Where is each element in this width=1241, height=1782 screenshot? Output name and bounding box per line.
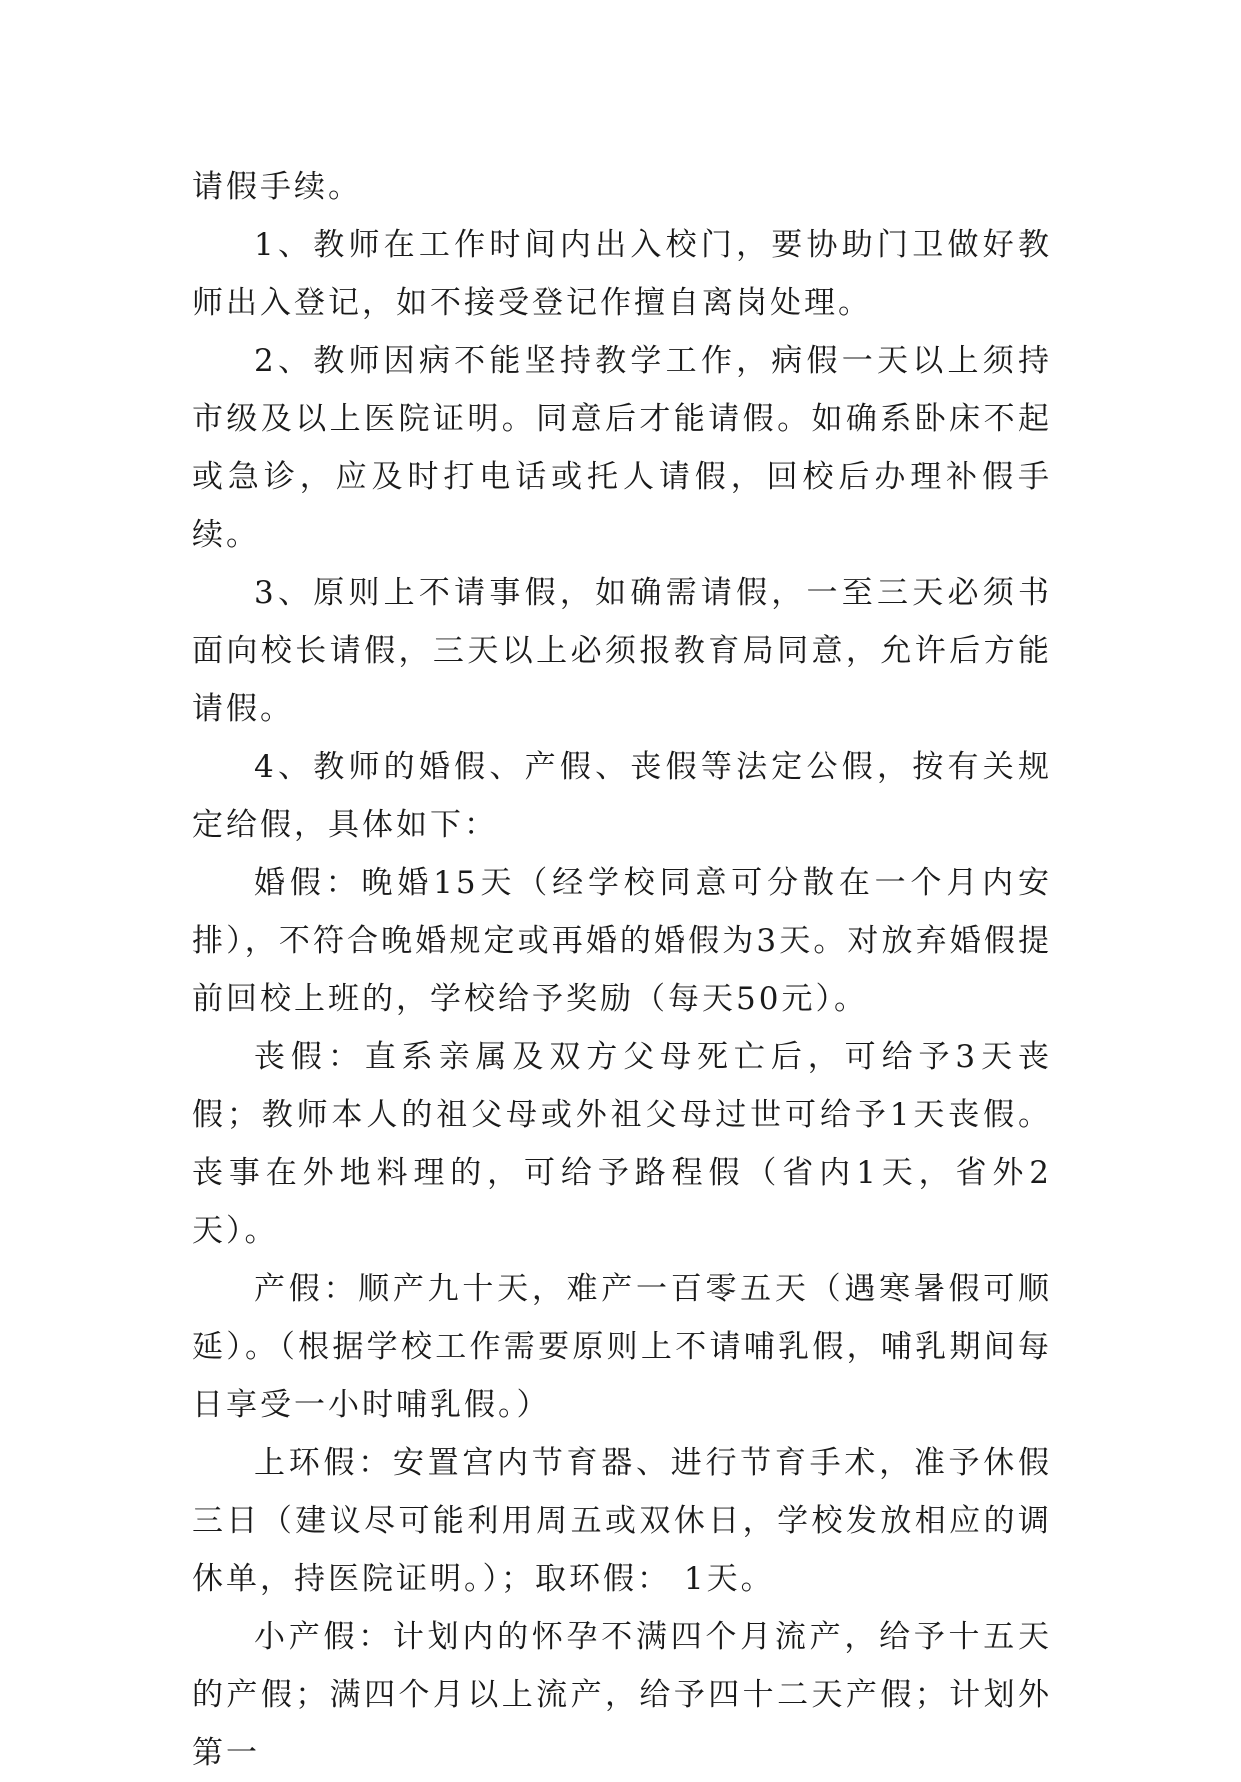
paragraph-rule-2: 2、教师因病不能坚持教学工作，病假一天以上须持市级及以上医院证明。同意后才能请假。如确系卧床不起或急诊，应及时打电话或托人请假，回校后办理补假手续。: [192, 343, 1052, 553]
paragraph-rule-1: 1、教师在工作时间内出入校门，要协助门卫做好教师出入登记，如不接受登记作擅自离岗处理。: [192, 227, 1052, 321]
paragraph-rule-4: 4、教师的婚假、产假、丧假等法定公假，按有关规定给假，具体如下：: [192, 749, 1052, 843]
paragraph-miscarriage-leave: 小产假：计划内的怀孕不满四个月流产，给予十五天的产假；满四个月以上流产，给予四十二天产假；计划外第一: [192, 1619, 1052, 1771]
paragraph-bereavement-leave: 丧假：直系亲属及双方父母死亡后，可给予3天丧假；教师本人的祖父母或外祖父母过世可给予1天丧假。丧事在外地料理的，可给予路程假（省内1天，省外2天）。: [192, 1039, 1052, 1249]
paragraph-leave-procedure-tail: 请假手续。: [192, 169, 362, 205]
paragraph-iud-leave: 上环假：安置宫内节育器、进行节育手术，准予休假三日（建议尽可能利用周五或双休日，学校发放相应的调休单，持医院证明。）；取环假： 1天。: [192, 1445, 1052, 1597]
document-body: [192, 158, 1052, 1782]
paragraph-maternity-leave: 产假：顺产九十天，难产一百零五天（遇寒暑假可顺延）。（根据学校工作需要原则上不请哺乳假，哺乳期间每日享受一小时哺乳假。）: [192, 1271, 1052, 1423]
paragraph-rule-3: 3、原则上不请事假，如确需请假，一至三天必须书面向校长请假，三天以上必须报教育局同意，允许后方能请假。: [192, 575, 1052, 727]
paragraph-marriage-leave: 婚假：晚婚15天（经学校同意可分散在一个月内安排），不符合晚婚规定或再婚的婚假为3天。对放弃婚假提前回校上班的，学校给予奖励（每天50元）。: [192, 865, 1052, 1017]
